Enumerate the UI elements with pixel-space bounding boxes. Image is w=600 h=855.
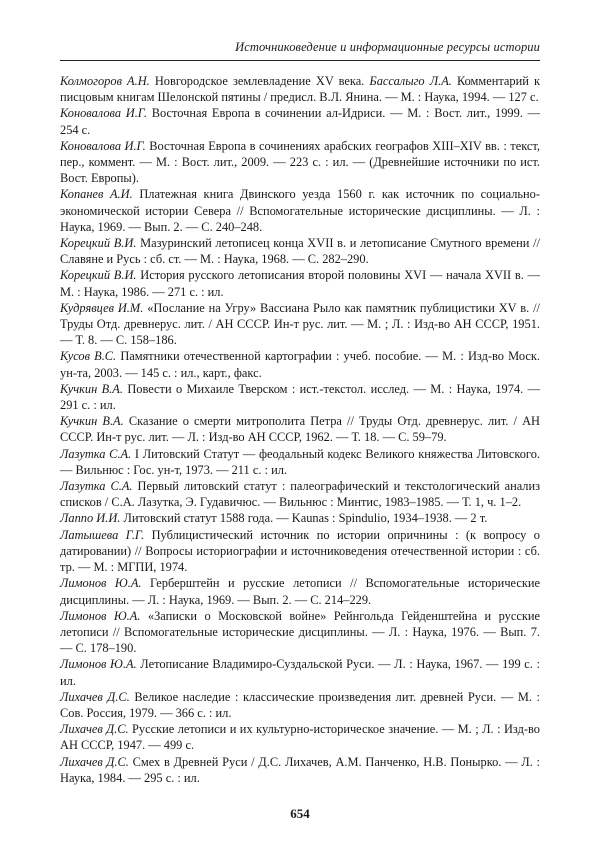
entry-text: Литовский статут 1588 года. — Kaunas : Spindulio, 1934–1938. — 2 т. [120, 511, 488, 526]
bibliography-entry [60, 478, 540, 510]
bibliography-entry [60, 754, 540, 786]
entry-author: Лазутка С.А. [60, 446, 132, 461]
entry-text: «Записки о Московской войне» Рейнгольда Гейденштейна и русские летописи // Вспомогательные исторические дисциплины. — Л. : Наука, 1976. — Вып. 7. — С. 178–190. [60, 608, 541, 656]
entry-text: «Послание на Угру» Вассиана Рыло как памятник публицистики XV в. // Труды Отд. древнерус. лит. / АН СССР. Ин-т рус. лит. — М. ; Л. : Изд-во АН СССР, 1951. — Т. 8. — С. 158–186. [60, 300, 540, 348]
entry-author: Лазутка С.А. [60, 479, 133, 494]
entry-text: Летописание Владимиро-Суздальской Руси. — Л. : Наука, 1967. — 199 с. : ил. [60, 657, 540, 688]
entry-text: Публицистический источник по истории опричнины : (к вопросу о датировании) // Вопросы историографии и источниковедения отечественной истории : сб. тр. — М. : МГПИ, 1974. [60, 527, 540, 575]
header-rule [60, 60, 540, 61]
entry-text: Новгородское землевладение XV века. [149, 74, 370, 88]
bibliography-entry [60, 235, 540, 267]
entry-text: Платежная книга Двинского уезда 1560 г. как источник по социально-экономической истории Севера // Вспомогательные исторические дисциплины. — Л. : Наука, 1969. — Вып. 2. — С. 240–248. [60, 187, 540, 234]
bibliography-entry [60, 575, 540, 607]
entry-author: Лихачев Д.С. [60, 689, 130, 704]
entry-text: Памятники отечественной картографии : учеб. пособие. — М. : Изд-во Моск. ун-та, 2003. — 145 с. : ил., карт., факс. [60, 349, 540, 380]
entry-author: Лихачев Д.С. [60, 722, 129, 737]
bibliography-entry [60, 413, 540, 445]
entry-author: Кудрявцев И.М. [60, 300, 144, 315]
bibliography-entry [60, 527, 540, 576]
bibliography-entry [60, 73, 540, 105]
bibliography-entry [60, 510, 540, 526]
bibliography-entry [60, 381, 540, 413]
entry-author: Корецкий В.И. [60, 236, 137, 251]
bibliography-entry [60, 446, 540, 478]
entry-author: Лаппо И.И. [60, 511, 121, 526]
entry-author: Колмогоров А.Н. [60, 74, 150, 88]
entry-text: Первый литовский статут : палеографический и текстологический анализ списков / С.А. Лазутка, Э. Гудавичюс. — Вильнюс : Минтис, 1983–1985. — Т. 1, ч. 1–2. [60, 479, 541, 510]
bibliography-entry [60, 689, 540, 721]
bibliography-entry [60, 608, 540, 657]
bibliography-entry [60, 138, 540, 187]
entry-text: Русские летописи и их культурно-историческое значение. — М. ; Л. : Изд-во АН СССР, 1947. — 499 с. [60, 722, 540, 753]
entry-author: Лимонов Ю.А. [60, 608, 141, 623]
entry-author: Бассалыго Л.А. [369, 74, 452, 88]
entry-author: Кусов В.С. [60, 349, 117, 364]
entry-author: Лимонов Ю.А. [60, 657, 137, 672]
entry-text: Смех в Древней Руси / Д.С. Лихачев, А.М. Панченко, Н.В. Понырко. — Л. : Наука, 1984. — 295 с. : ил. [60, 754, 540, 785]
entry-text: I Литовский Статут — феодальный кодекс Великого княжества Литовского. — Вильнюс : Гос. ун-т, 1973. — 211 с. : ил. [60, 446, 541, 477]
entry-author: Корецкий В.И. [60, 268, 137, 283]
bibliography-entry [60, 105, 540, 137]
entry-author: Лихачев Д.С. [60, 754, 129, 769]
bibliography-entry [60, 300, 540, 349]
entry-author: Лимонов Ю.А. [60, 576, 142, 591]
entry-text: Восточная Европа в сочинениях арабских географов XIII–XIV вв. : текст, пер., коммент. — М. : Вост. лит., 2009. — 223 с. : ил. — (Древнейшие источники по ист. Вост. Европы). [60, 138, 540, 186]
bibliography-list [60, 73, 540, 786]
entry-text: Великое наследие : классические произведения лит. древней Руси. — М. : Сов. Россия, 1979. — 366 с. : ил. [60, 689, 540, 720]
entry-author: Коновалова И.Г. [60, 106, 148, 121]
bibliography-entry [60, 721, 540, 753]
entry-text: Восточная Европа в сочинении ал-Идриси. — М. : Вост. лит., 1999. — 254 с. [60, 106, 540, 137]
entry-text: Сказание о смерти митрополита Петра // Труды Отд. древнерус. лит. / АН СССР. Ин-т рус. лит. — Л. : Изд-во АН СССР, 1962. — Т. 18. — С. 59–79. [60, 414, 540, 445]
bibliography-entry [60, 186, 540, 235]
bibliography-entry [60, 267, 540, 299]
entry-text: История русского летописания второй половины XVI — начала XVII в. — М. : Наука, 1986. — 271 с. : ил. [60, 268, 540, 299]
bibliography-entry [60, 656, 540, 688]
entry-author: Копанев А.И. [60, 187, 133, 202]
bibliography-entry [60, 348, 540, 380]
entry-author: Кучкин В.А. [60, 414, 124, 429]
running-header: Источниковедение и информационные ресурсы истории [235, 40, 540, 54]
page-number: 654 [290, 806, 310, 821]
entry-text: Герберштейн и русские летописи // Вспомогательные исторические дисциплины. — Л. : Наука, 1969. — Вып. 2. — С. 214–229. [60, 576, 541, 607]
entry-text: Повести о Михаиле Тверском : ист.-текстол. исслед. — М. : Наука, 1974. — 291 с. : ил. [60, 381, 540, 413]
entry-author: Латышева Г.Г. [60, 527, 145, 542]
entry-text: Комментарий к писцовым книгам Шелонской пятины / предисл. В.Л. Янина. — М. : Наука, 1994. — 127 с. [60, 74, 540, 105]
entry-text: Мазуринский летописец конца XVII в. и летописание Смутного времени // Славяне и Русь : сб. ст. — М. : Наука, 1968. — С. 282–290. [60, 236, 541, 267]
entry-author: Коновалова И.Г. [60, 138, 146, 153]
entry-author: Кучкин В.А. [60, 381, 123, 396]
